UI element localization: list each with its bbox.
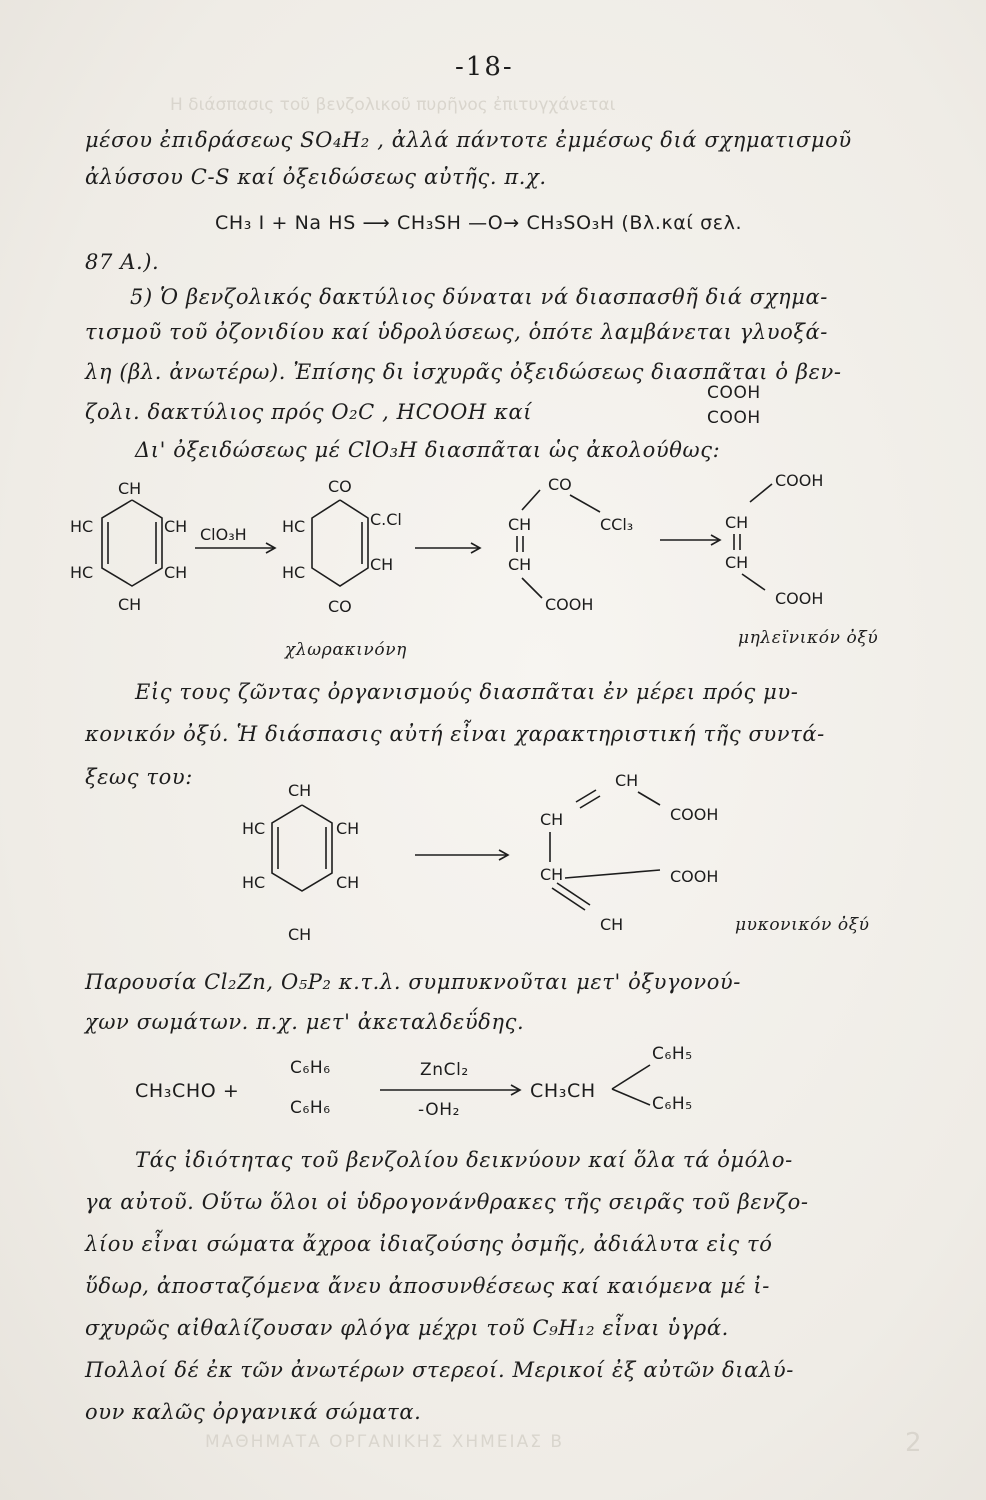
quinone-atom: C.Cl bbox=[370, 510, 402, 529]
benzene-atom: CH bbox=[164, 563, 188, 582]
product-atom: COOH bbox=[670, 805, 719, 824]
text-line-5: τισμοῦ τοῦ ὀζονιδίου καί ὑδρολύσεως, ὁπότε λαμβάνεται γλυοξά- bbox=[85, 320, 828, 344]
text-line-8: Δι' ὀξειδώσεως μέ ClO₃H διασπᾶται ὡς ἀκολούθως: bbox=[135, 438, 721, 462]
intermediate-atom: CH bbox=[508, 515, 532, 534]
text-line-16: λίου εἶναι σώματα ἄχροα ἰδιαζούσης ὀσμῆς, ἀδιάλυτα εἰς τό bbox=[85, 1232, 773, 1256]
maleic-acid-label: μηλεϊνικόν ὀξύ bbox=[738, 628, 879, 648]
intermediate-atom: CH bbox=[508, 555, 532, 574]
benzene-ring-2 bbox=[272, 805, 332, 891]
reagent-water: -OH₂ bbox=[418, 1100, 460, 1120]
intermediate-atom: CCl₃ bbox=[600, 515, 634, 534]
text-line-15: γα αὐτοῦ. Οὕτω ὅλοι οἱ ὑδρογονάνθρακες τῆς σειρᾶς τοῦ βενζο- bbox=[85, 1190, 809, 1214]
oxalic-top: COOH bbox=[707, 383, 761, 403]
text-line-11: ξεως του: bbox=[85, 765, 193, 789]
quinone-ring bbox=[312, 500, 368, 586]
product-atom: COOH bbox=[670, 867, 719, 886]
benzene-atom: CH bbox=[336, 873, 360, 892]
muconic-acid-label: μυκονικόν ὀξύ bbox=[735, 915, 870, 935]
quinone-atom: CO bbox=[328, 477, 352, 496]
oxalic-bottom: COOH bbox=[707, 408, 761, 428]
text-line-17: ὕδωρ, ἀποσταζόμενα ἄνευ ἀποσυνθέσεως καί καιόμενα μέ ἰ- bbox=[85, 1274, 770, 1298]
product-ch3ch: CH₃CH bbox=[530, 1080, 596, 1102]
bleed-through-footer: ΜΑΘΗΜΑΤΑ ΟΡΓΑΝΙΚΗΣ ΧΗΜΕΙΑΣ B bbox=[205, 1432, 565, 1452]
reagent-zncl2: ZnCl₂ bbox=[420, 1060, 469, 1080]
condensation-arrow bbox=[380, 1080, 530, 1100]
product-atom: CH bbox=[725, 513, 749, 532]
benzene-atom: CH bbox=[118, 595, 142, 614]
chloranil-label: χλωρακινόνη bbox=[285, 640, 407, 660]
benzene-atom: CH bbox=[164, 517, 188, 536]
benzene-atom: CH bbox=[288, 925, 312, 944]
phenyl-top: C₆H₅ bbox=[652, 1044, 693, 1064]
bleed-through-page-number: 2 bbox=[905, 1428, 922, 1458]
product-atom: COOH bbox=[775, 471, 824, 490]
benzene-atom: HC bbox=[70, 517, 94, 536]
text-line-10: κονικόν ὀξύ. Ἡ διάσπασις αὐτή εἶναι χαρακτηριστική τῆς συντά- bbox=[85, 722, 825, 746]
quinone-atom: CO bbox=[328, 597, 352, 616]
text-line-14: Τάς ἰδιότητας τοῦ βενζολίου δεικνύουν καί ὅλα τά ὁμόλο- bbox=[135, 1148, 793, 1172]
quinone-atom: HC bbox=[282, 517, 306, 536]
benzene-atom: CH bbox=[336, 819, 360, 838]
product-atom: CH bbox=[600, 915, 624, 934]
benzene-atom: HC bbox=[242, 819, 266, 838]
product-atom: COOH bbox=[775, 589, 824, 608]
arrow-reagent: ClO₃H bbox=[200, 525, 247, 544]
equation-methyl-sulfonic: CH₃ I + Na HS ⟶ CH₃SH —O→ CH₃SO₃H (Βλ.καί σελ. bbox=[215, 212, 743, 234]
text-line-3: 87 A.). bbox=[85, 250, 160, 274]
product-atom: CH bbox=[615, 771, 639, 790]
benzene-atom: CH bbox=[288, 781, 312, 800]
product-atom: CH bbox=[725, 553, 749, 572]
text-line-6: λη (βλ. ἀνωτέρω). Ἐπίσης δι ἰσχυρᾶς ὀξειδώσεως διασπᾶται ὁ βεν- bbox=[85, 360, 842, 384]
text-line-13: χων σωμάτων. π.χ. μετ' ἀκεταλδεΰδης. bbox=[85, 1010, 525, 1034]
text-line-1: μέσου ἐπιδράσεως SO₄H₂ , ἀλλά πάντοτε ἐμμέσως διά σχηματισμοῦ bbox=[85, 128, 852, 152]
benzene-ring-1 bbox=[102, 500, 162, 586]
quinone-atom: CH bbox=[370, 555, 394, 574]
text-line-18: σχυρῶς αἰθαλίζουσαν φλόγα μέχρι τοῦ C₉H₁₂ εἶναι ὑγρά. bbox=[85, 1316, 729, 1340]
text-line-9: Εἰς τους ζῶντας ὀργανισμούς διασπᾶται ἐν μέρει πρός μυ- bbox=[135, 680, 799, 704]
benzene-bottom: C₆H₆ bbox=[290, 1098, 331, 1118]
text-line-12: Παρουσία Cl₂Zn, O₅P₂ κ.τ.λ. συμπυκνοῦται μετ' ὀξυγονού- bbox=[85, 970, 741, 994]
text-line-7: ζολι. δακτύλιος πρός O₂C , HCOOH καί bbox=[85, 400, 533, 424]
acetaldehyde-reactant: CH₃CHO + bbox=[135, 1080, 240, 1102]
quinone-atom: HC bbox=[282, 563, 306, 582]
intermediate-atom: COOH bbox=[545, 595, 594, 614]
product-atom: CH bbox=[540, 865, 564, 884]
text-line-4: 5) Ὁ βενζολικός δακτύλιος δύναται νά διασπασθῆ διά σχημα- bbox=[130, 285, 828, 309]
product-atom: CH bbox=[540, 810, 564, 829]
phenyl-bottom: C₆H₅ bbox=[652, 1094, 693, 1114]
bleed-through-text: Η διάσπασις τοῦ βενζολικοῦ πυρῆνος ἐπιτυγχάνεται bbox=[170, 95, 616, 115]
text-line-20: ουν καλῶς ὀργανικά σώματα. bbox=[85, 1400, 422, 1424]
benzene-atom: HC bbox=[70, 563, 94, 582]
intermediate-atom: CO bbox=[548, 475, 572, 494]
benzene-atom: HC bbox=[242, 873, 266, 892]
text-line-19: Πολλοί δέ ἐκ τῶν ἀνωτέρων στερεοί. Μερικοί ἐξ αὐτῶν διαλύ- bbox=[85, 1358, 794, 1382]
text-line-2: ἀλύσσου C-S καί ὀξειδώσεως αὐτῆς. π.χ. bbox=[85, 165, 547, 189]
muconic-scheme-diagram bbox=[240, 770, 760, 945]
page-number: -18- bbox=[455, 52, 514, 82]
benzene-top: C₆H₆ bbox=[290, 1058, 331, 1078]
benzene-atom: CH bbox=[118, 479, 142, 498]
